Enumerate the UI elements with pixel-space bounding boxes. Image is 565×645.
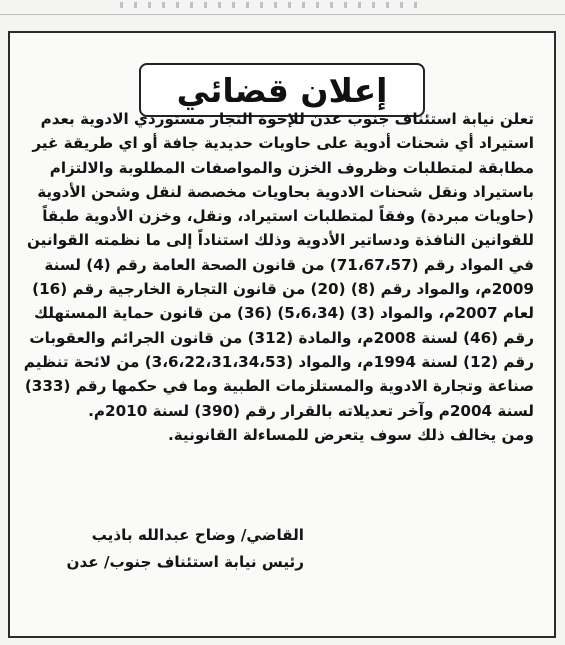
body-line: تعلن نيابة استئناف جنوب عدن للإخوة التجار مستوردي الادوية بعدم — [40, 110, 534, 128]
body-line: لسنة 2004م وآخر تعديلاته بالقرار رقم (390) لسنة 2010م. — [88, 401, 534, 420]
body-line: رقم (12) لسنة 1994م، والمواد (3،6،22،31،34،53) من لائحة تنظيم — [23, 352, 534, 371]
body-line: في المواد رقم (71،67،57) من قانون الصحة العامة رقم (4) لسنة — [44, 255, 534, 274]
body-line: لعام 2007م، والمواد (3) (5،6،34) (36) من قانون حماية المستهلك — [34, 304, 534, 323]
body-line: باستيراد ونقل شحنات الادوية بحاويات مخصصة لنقل وشحن الأدوية — [37, 182, 534, 201]
top-strip — [0, 0, 565, 15]
body-line: ومن يخالف ذلك سوف يتعرض للمساءلة القانونية. — [167, 425, 534, 444]
cropped-header-fragment — [120, 2, 420, 8]
notice-body — [10, 107, 534, 447]
body-line: للقوانين النافذة ودساتير الأدوية وذلك استناداً إلى ما نظمته القوانين — [26, 231, 534, 250]
body-line: مطابقة لمتطلبات وظروف الخزن والمواصفات المطلوبة والالتزام — [49, 158, 534, 177]
body-line: صناعة وتجارة الادوية والمستلزمات الطبية وما في حكمها رقم (333) — [24, 377, 534, 396]
body-line: استيراد أي شحنات أدوية على حاويات حديدية جافة أو اي طريقة غير — [32, 134, 534, 153]
body-line: رقم (46) لسنة 2008م، والمادة (312) من قانون الجرائم والعقوبات — [29, 328, 534, 347]
body-line: (حاويات مبردة) وفقاً لمتطلبات استيراد، ونقل، وخزن الأدوية طبقاً — [42, 207, 534, 226]
notice-title: إعلان قضائي — [176, 70, 388, 110]
judge-name: القاضي/ وضاح عبدالله باذيب — [91, 526, 304, 544]
body-line: 2009م، والمواد رقم (8) (20) من قانون التجارة الخارجية رقم (16) — [32, 280, 534, 299]
signature-block — [10, 522, 534, 576]
judge-position: رئيس نيابة استئناف جنوب/ عدن — [66, 553, 304, 571]
